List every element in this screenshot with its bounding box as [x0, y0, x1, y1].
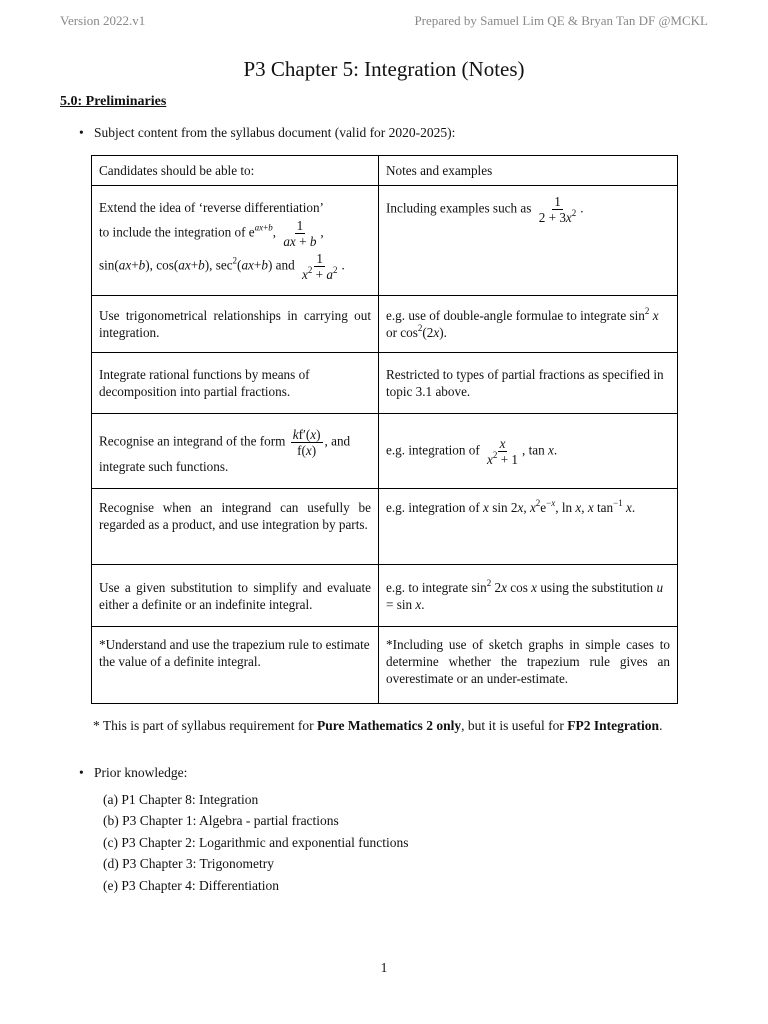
table-row: [92, 186, 678, 296]
row4-right: e.g. integration of $\frac{x}{x^2 + 1}$ , tan x.: [379, 414, 678, 489]
syllabus-table: [91, 155, 678, 704]
table-row: [92, 296, 678, 353]
list-item: (d) P3 Chapter 3: Trigonometry: [103, 856, 274, 871]
row1-left-line2: to include the integration of $e^{ax+b}$, $\frac{1}{ax + b}$ ,: [99, 218, 324, 249]
table-header-right: Notes and examples: [379, 156, 678, 186]
list-item: (b) P3 Chapter 1: Algebra - partial fractions: [103, 813, 339, 828]
list-item: (c) P3 Chapter 2: Logarithmic and exponential functions: [103, 835, 409, 850]
bullet-prior-text: Prior knowledge:: [94, 765, 188, 780]
header-prepared-by: Prepared by Samuel Lim QE & Bryan Tan DF @MCKL: [414, 13, 708, 28]
table-header-row: [92, 156, 678, 186]
list-item: (a) P1 Chapter 8: Integration: [103, 792, 259, 807]
row6-right: e.g. to integrate $\sin^2 2x$ cos x using the substitution u = sin x.: [379, 565, 678, 627]
table-row: [92, 489, 678, 565]
bullet-dot: •: [79, 125, 84, 140]
row6-left: Use a given substitution to simplify and evaluate either a definite or an indefinite integral.: [92, 565, 379, 627]
table-row: [92, 414, 678, 489]
row2-right: e.g. use of double-angle formulae to integrate $\sin^2 x$ or $\cos^2(2x)$.: [379, 296, 678, 353]
row1-left: [92, 186, 379, 296]
bullet-syllabus-text: Subject content from the syllabus document (valid for 2020-2025):: [94, 125, 456, 140]
table-row: [92, 353, 678, 414]
table-header-left: Candidates should be able to:: [92, 156, 379, 186]
row2-left: Use trigonometrical relationships in carrying out integration.: [92, 296, 379, 353]
row1-right: Including examples such as $\frac{1}{2 + 3x^2}$ .: [379, 186, 678, 296]
row3-left: Integrate rational functions by means of decomposition into partial fractions.: [92, 353, 379, 414]
row5-left: Recognise when an integrand can usefully be regarded as a product, and use integration by parts.: [92, 489, 379, 565]
syllabus-footnote: * This is part of syllabus requirement for Pure Mathematics 2 only, but it is useful for FP2 Integration.: [93, 718, 663, 733]
row5-right: e.g. integration of x sin 2x, $x^2e^{-x}$, ln x, x $\tan^{-1} x$.: [379, 489, 678, 565]
row7-left: *Understand and use the trapezium rule to estimate the value of a definite integral.: [92, 627, 379, 704]
row1-left-line3: sin(ax+b), cos(ax+b), $\sec^2(ax+b)$ and $\frac{1}{x^2 + a^2}$ .: [99, 251, 345, 282]
page-number: 1: [380, 960, 388, 975]
bullet-dot: •: [79, 765, 84, 780]
row1-left-line1: Extend the idea of ‘reverse differentiation’: [99, 200, 324, 215]
table-row: [92, 565, 678, 627]
section-heading: 5.0: Preliminaries: [60, 94, 167, 109]
table-row: [92, 627, 678, 704]
list-item: (e) P3 Chapter 4: Differentiation: [103, 878, 279, 893]
header-version: Version 2022.v1: [60, 13, 146, 28]
row4-left: Recognise an integrand of the form $\frac{kf'(x)}{f(x)}$ , and integrate such functions.: [92, 414, 379, 489]
row7-right: *Including use of sketch graphs in simple cases to determine whether the trapezium rule gives an overestimate or an under-estimate.: [379, 627, 678, 704]
row3-right: Restricted to types of partial fractions as specified in topic 3.1 above.: [379, 353, 678, 414]
page-title: P3 Chapter 5: Integration (Notes): [243, 57, 525, 81]
